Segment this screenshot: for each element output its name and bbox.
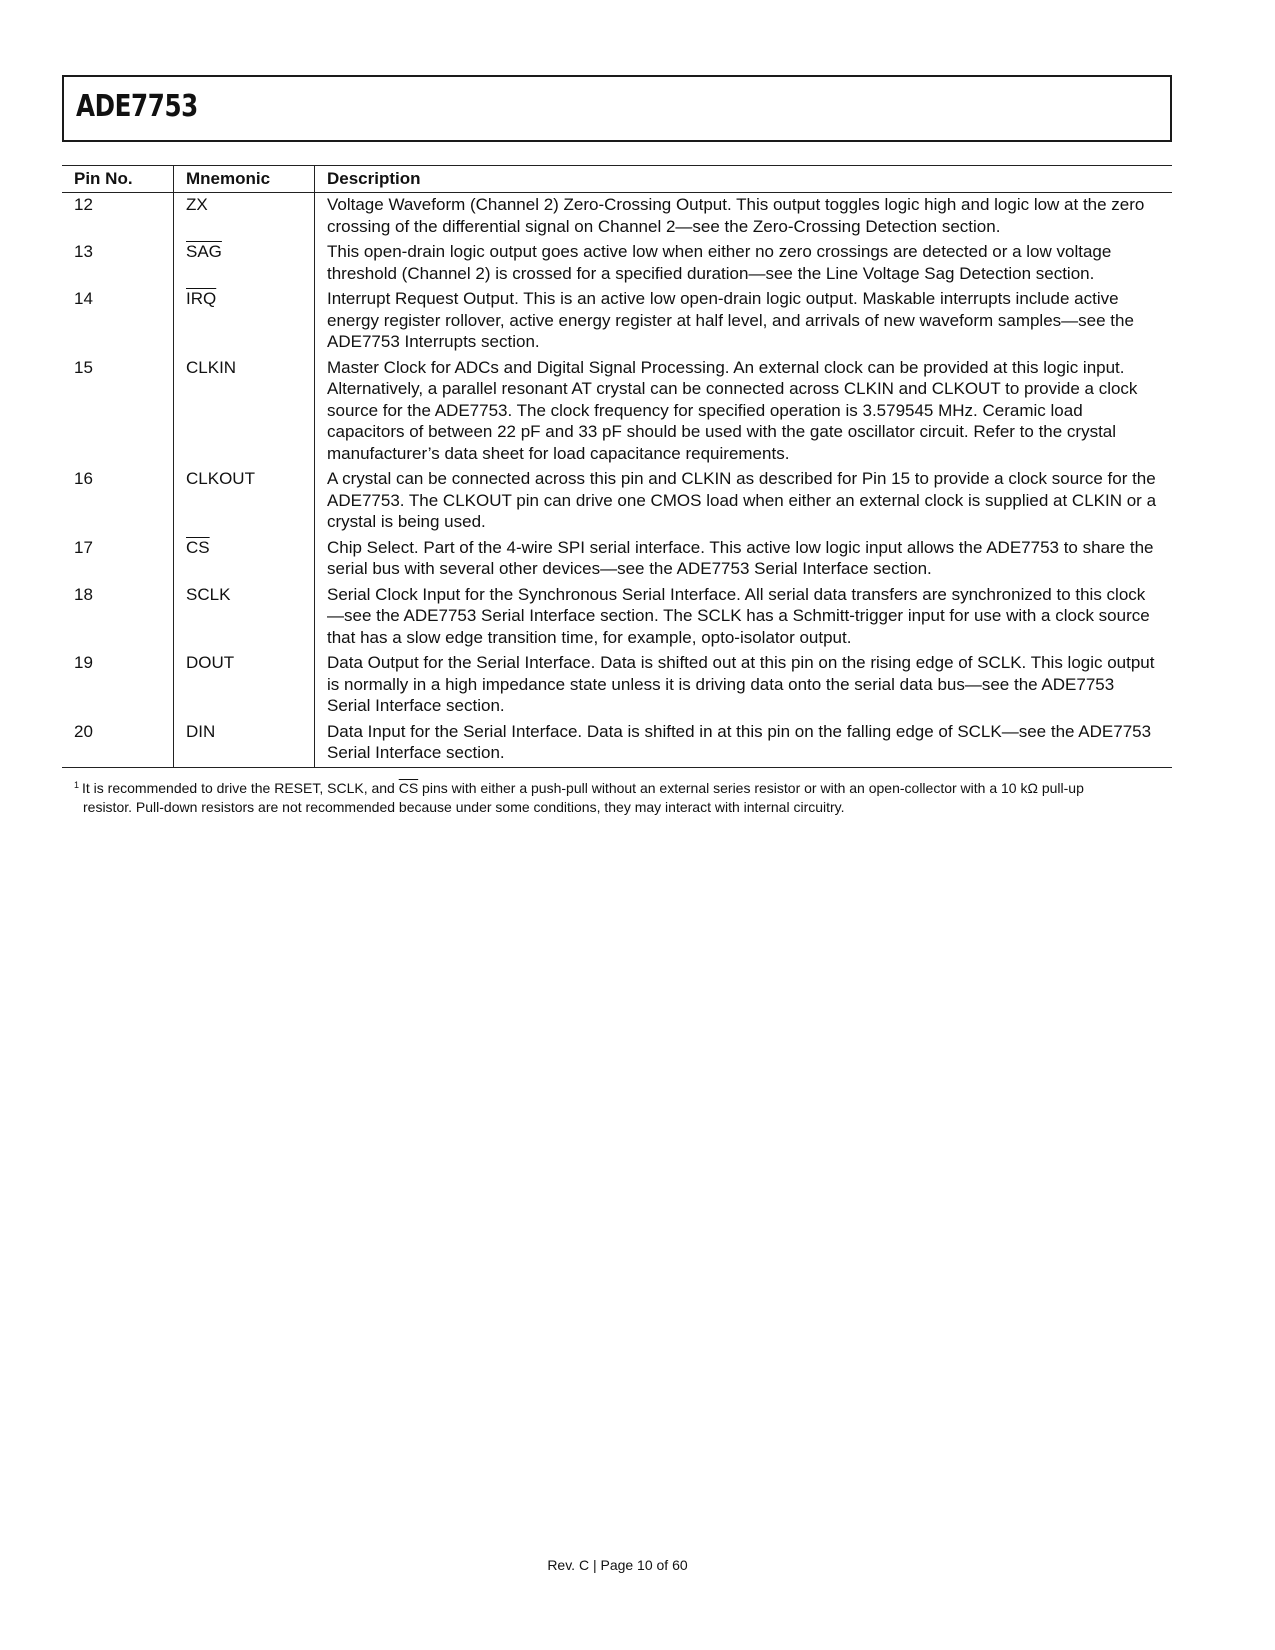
column-header-description: Description	[315, 166, 1173, 193]
pin-mnemonic-cell	[174, 651, 315, 720]
pin-mnemonic-cell	[174, 720, 315, 768]
table-row	[62, 651, 1172, 720]
document-header	[62, 75, 1172, 142]
footnote-text-after: pins with either a push-pull without an external series resistor or with an open-collector with a 10 kΩ pull-up	[418, 780, 1084, 796]
pin-number: 19	[74, 653, 93, 672]
pin-description: Data Output for the Serial Interface. Data is shifted out at this pin on the rising edge of SCLK. This logic output is normally in a high impedance state unless it is driving data onto the serial data bus—see the ADE7753 Serial Interface section.	[315, 651, 1173, 720]
pin-number: 18	[74, 584, 93, 604]
table-row	[62, 467, 1172, 536]
pin-number: 14	[74, 289, 93, 308]
table-footnote	[74, 776, 1159, 817]
footnote-overbar-term: $\overline{CS}$	[398, 780, 419, 796]
pin-mnemonic: CLKOUT	[186, 469, 255, 488]
pin-mnemonic: ZX	[186, 195, 208, 214]
pin-description: Master Clock for ADCs and Digital Signal Processing. An external clock can be provided at this logic input. Alternatively, a parallel resonant AT crystal can be connected across CLKIN and CLKOUT to provide a clock source for the ADE7753. The clock frequency for specified operation is 3.579545 MHz. Ceramic load capacitors of between 22 pF and 33 pF should be used with the gate oscillator circuit. Refer to the crystal manufacturer’s data sheet for load capacitance requirements.	[315, 356, 1173, 468]
pin-mnemonic-cell	[174, 193, 315, 241]
pin-function-table	[62, 165, 1172, 768]
column-header-pin-no: Pin No.	[62, 166, 174, 193]
table-row	[62, 356, 1172, 468]
pin-mnemonic: $\overline{CS}$	[186, 537, 210, 557]
pin-number: 16	[74, 469, 93, 488]
table-row	[62, 193, 1172, 241]
pin-number: 17	[74, 537, 93, 557]
pin-mnemonic-cell	[174, 536, 315, 583]
footnote-line-1	[74, 776, 1159, 798]
pin-description: Serial Clock Input for the Synchronous Serial Interface. All serial data transfers are synchronized to this clock—see the ADE7753 Serial Interface section. The SCLK has a Schmitt-trigger input for use with a clock source that has a slow edge transition time, for example, opto-isolator output.	[315, 583, 1173, 652]
footnote-text-before: It is recommended to drive the RESET, SCLK, and	[82, 780, 399, 796]
table-header-row	[62, 166, 1172, 193]
page-footer: Rev. C | Page 10 of 60	[547, 1557, 688, 1573]
pin-description: Voltage Waveform (Channel 2) Zero-Crossing Output. This output toggles logic high and logic low at the zero crossing of the differential signal on Channel 2—see the Zero-Crossing Detection section.	[315, 193, 1173, 241]
pin-description: Interrupt Request Output. This is an active low open-drain logic output. Maskable interrupts include active energy register rollover, active energy register at half level, and arrivals of new waveform samples—see the ADE7753 Interrupts section.	[315, 287, 1173, 356]
pin-mnemonic: CLKIN	[186, 357, 237, 377]
pin-mnemonic: $\overline{SAG}$	[186, 242, 222, 261]
column-header-mnemonic: Mnemonic	[174, 166, 315, 193]
table-row	[62, 287, 1172, 356]
pin-number: 13	[74, 242, 93, 261]
table-row	[62, 583, 1172, 652]
pin-description: Chip Select. Part of the 4-wire SPI serial interface. This active low logic input allows the ADE7753 to share the serial bus with several other devices—see the ADE7753 Serial Interface section.	[315, 536, 1173, 583]
document-title: ADE7753	[76, 89, 198, 124]
table-row	[62, 720, 1172, 768]
pin-number: 20	[62, 720, 174, 768]
footnote-line-2: resistor. Pull-down resistors are not recommended because under some conditions, they may interact with internal circuitry.	[83, 799, 845, 815]
pin-description: A crystal can be connected across this pin and CLKIN as described for Pin 15 to provide a clock source for the ADE7753. The CLKOUT pin can drive one CMOS load when either an external clock is supplied at CLKIN or a crystal is being used.	[315, 467, 1173, 536]
pin-mnemonic-cell	[174, 287, 315, 356]
pin-number: 15	[74, 357, 93, 377]
pin-description: Data Input for the Serial Interface. Data is shifted in at this pin on the falling edge of SCLK—see the ADE7753 Serial Interface section.	[315, 720, 1173, 768]
pin-mnemonic: DIN	[186, 721, 216, 741]
pin-description: This open-drain logic output goes active low when either no zero crossings are detected or a low voltage threshold (Channel 2) is crossed for a specified duration—see the Line Voltage Sag Detection section.	[315, 240, 1173, 287]
pin-mnemonic-cell	[174, 467, 315, 536]
pin-mnemonic: $\overline{IRQ}$	[186, 289, 217, 308]
pin-mnemonic: DOUT	[186, 653, 235, 672]
pin-mnemonic-cell	[174, 356, 315, 468]
table-row	[62, 536, 1172, 583]
pin-mnemonic: SCLK	[186, 584, 231, 604]
table-body	[62, 193, 1172, 768]
pin-mnemonic-cell	[174, 583, 315, 652]
footnote-marker: 1	[74, 780, 80, 790]
pin-number: 12	[74, 195, 93, 214]
pin-mnemonic-cell	[174, 240, 315, 287]
table-row	[62, 240, 1172, 287]
